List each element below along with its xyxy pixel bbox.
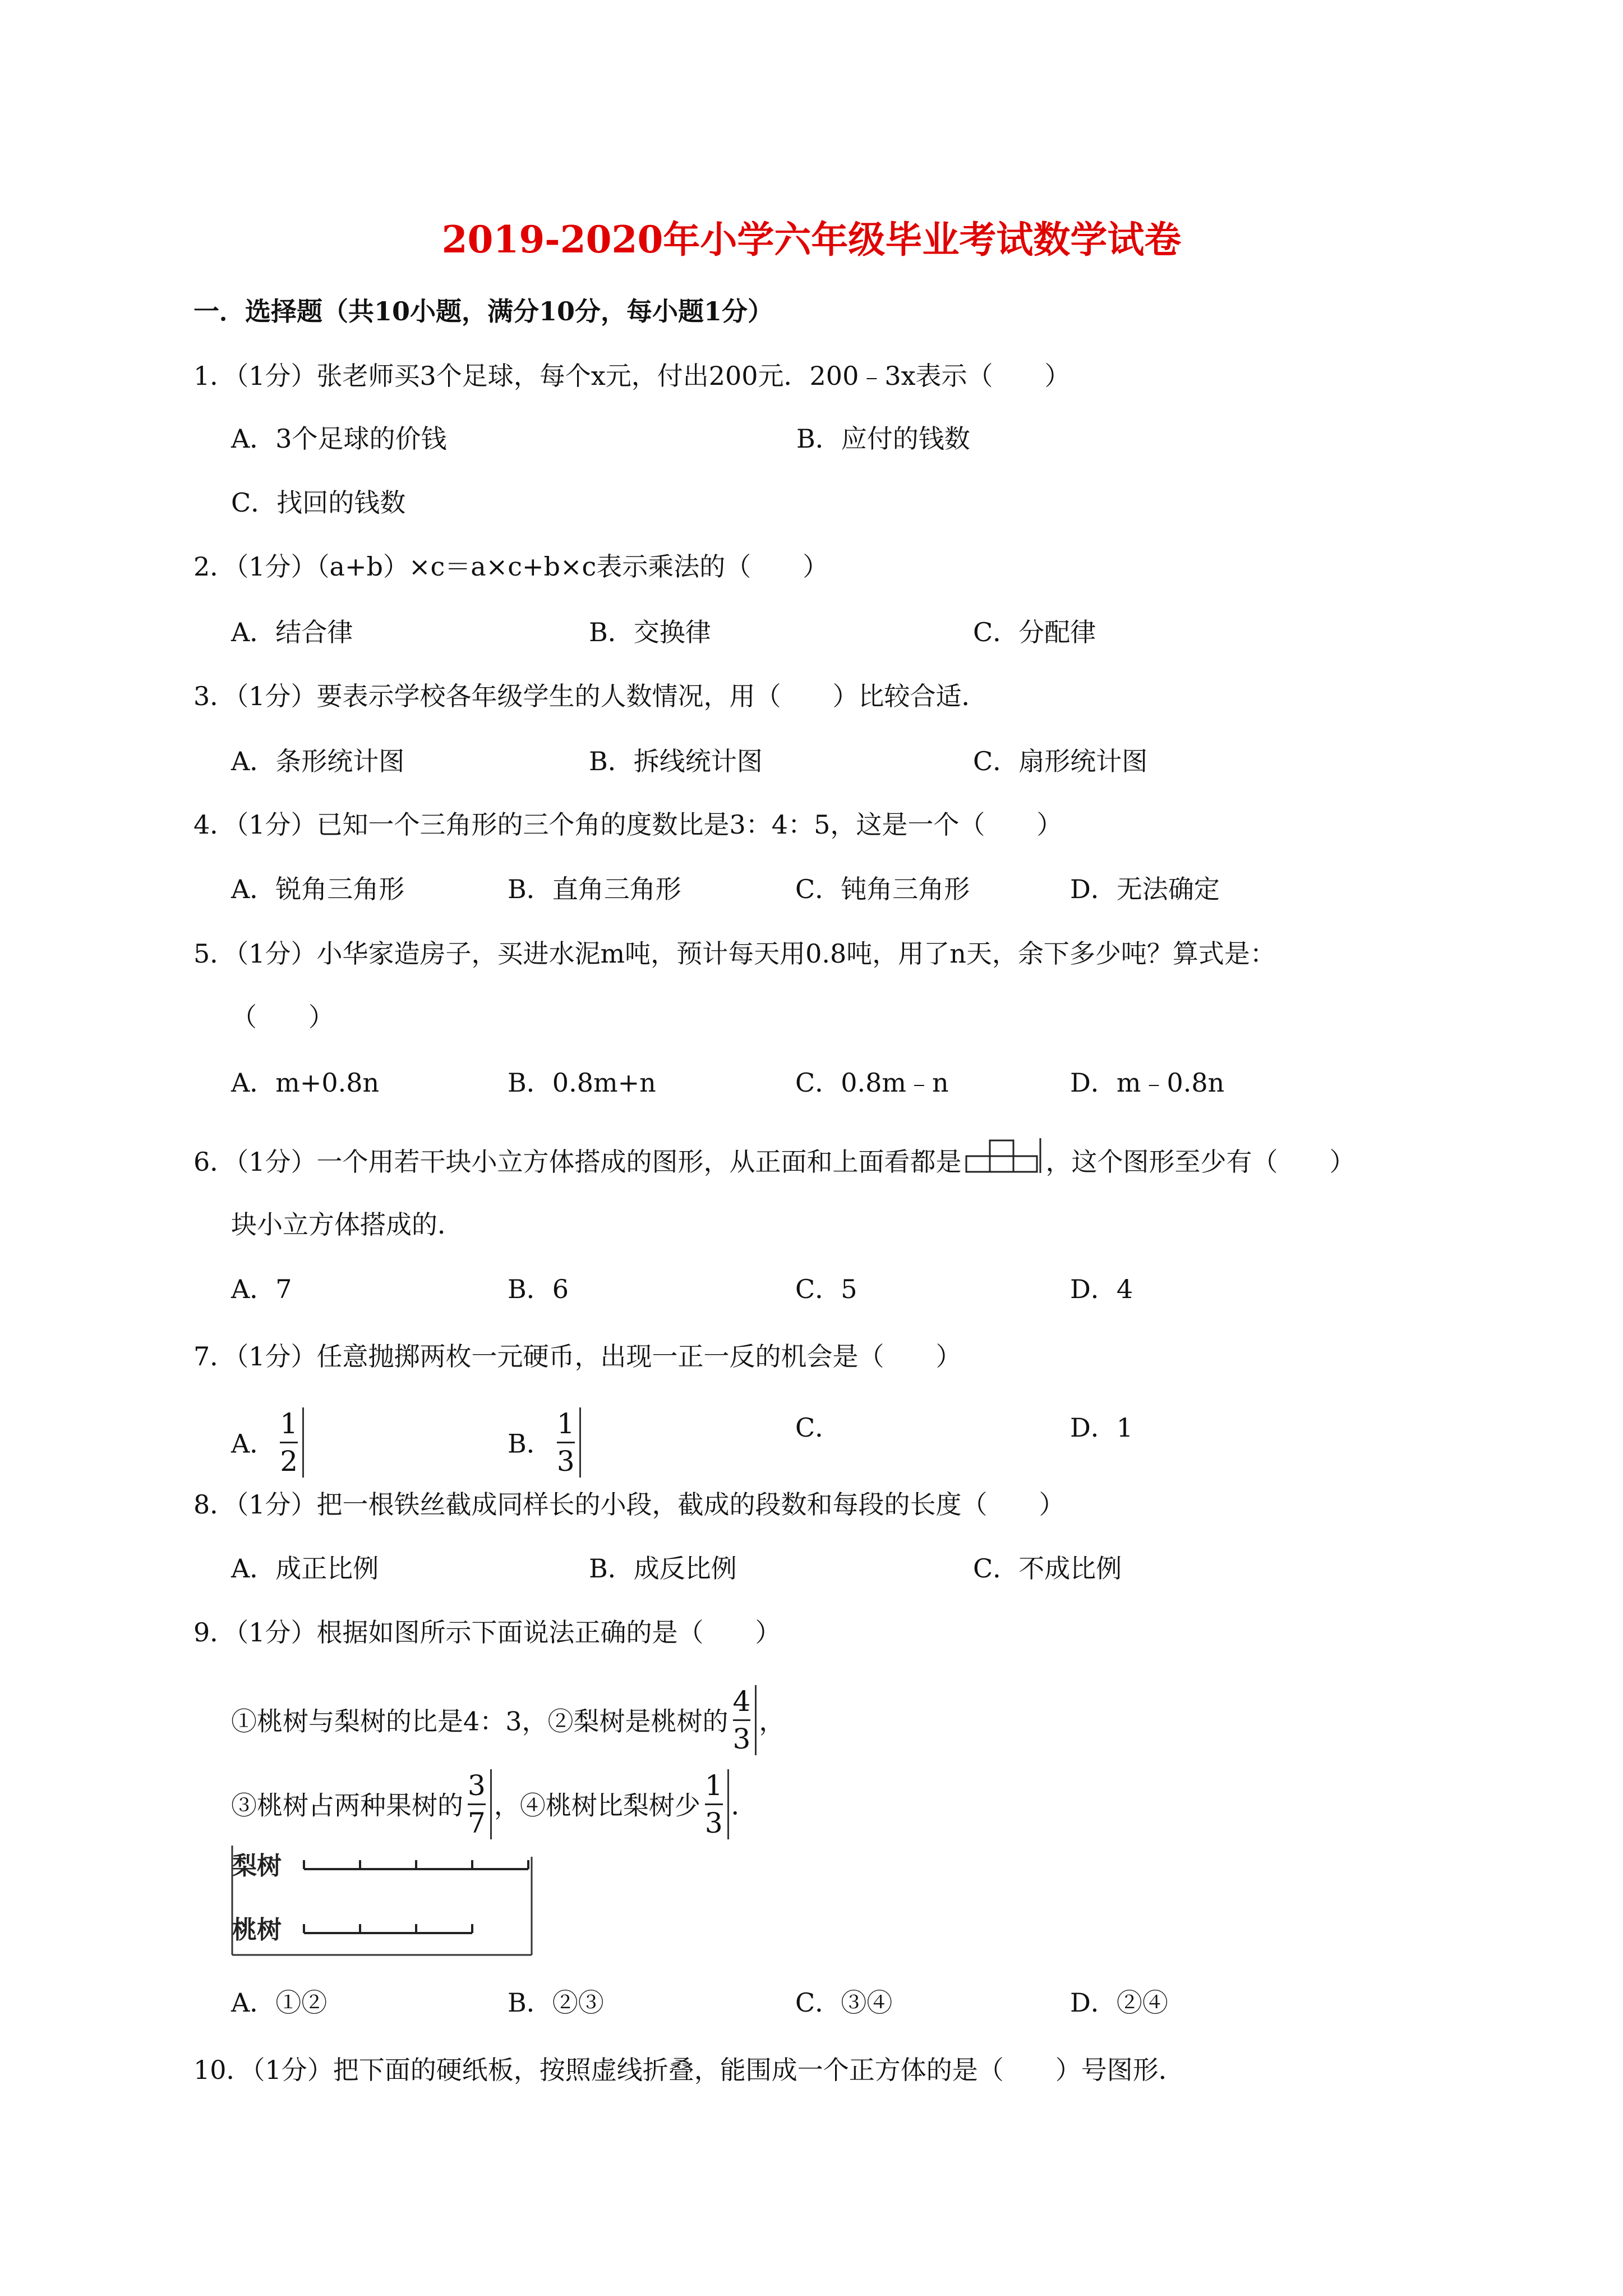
q5-option-a: A．m+0.8n: [231, 1068, 380, 1098]
q5-option-b: B．0.8m+n: [508, 1068, 656, 1098]
fraction-denominator: 2: [280, 1445, 298, 1478]
section-heading: 一．选择题（共10小题，满分10分，每小题1分）: [193, 296, 774, 326]
fraction-numerator: 4: [732, 1685, 751, 1718]
q9-statement-2-end: ．: [731, 1790, 757, 1821]
q4-option-d: D．无法确定: [1070, 874, 1220, 904]
fraction-numerator: 1: [704, 1769, 723, 1802]
question-4: 4．（1分）已知一个三角形的三个角的度数比是3：4：5，这是一个（ ）: [193, 809, 1063, 840]
q1-option-a: A．3个足球的价钱: [231, 424, 447, 454]
fraction-numerator: 1: [556, 1407, 575, 1440]
q9-statement-1-end: ，: [759, 1706, 785, 1737]
q7-option-b: [508, 1407, 583, 1481]
q3-option-a: A．条形统计图: [231, 746, 405, 776]
fraction: [465, 1769, 492, 1839]
q4-option-c: C．钝角三角形: [795, 874, 970, 904]
q9-statement-1-text: ①桃树与梨树的比是4：3，②梨树是桃树的: [231, 1706, 728, 1737]
q8-option-c: C．不成比例: [973, 1553, 1122, 1584]
question-3: 3．（1分）要表示学校各年级学生的人数情况，用（ ）比较合适．: [193, 681, 988, 711]
q2-option-c: C．分配律: [973, 617, 1096, 647]
pear-segment-line: [304, 1860, 528, 1869]
q9-statement-2: [231, 1769, 757, 1843]
q7-option-b-label: B．: [508, 1428, 552, 1459]
question-2: 2．（1分）（a+b）×c＝a×c+b×c表示乘法的（ ）: [193, 551, 829, 582]
question-9: 9．（1分）根据如图所示下面说法正确的是（ ）: [193, 1617, 781, 1648]
q9-statement-2-text: ③桃树占两种果树的: [231, 1790, 463, 1821]
question-8: 8．（1分）把一根铁丝截成同样长的小段，截成的段数和每段的长度（ ）: [193, 1489, 1065, 1520]
q9-option-b: B．②③: [508, 1987, 604, 2018]
fraction: [278, 1407, 304, 1478]
q3-option-c: C．扇形统计图: [973, 746, 1148, 776]
fraction-denominator: 3: [732, 1723, 751, 1755]
q5-option-c: C．0.8m﹣n: [795, 1068, 949, 1098]
fraction-numerator: 3: [468, 1769, 486, 1802]
q6-option-b: B．6: [508, 1274, 569, 1304]
q7-option-d: D．1: [1070, 1412, 1133, 1443]
q9-statement-1: [231, 1685, 785, 1759]
segment-diagram: [231, 1846, 534, 1958]
fraction: [703, 1769, 729, 1839]
q8-option-b: B．成反比例: [589, 1553, 737, 1584]
q6-option-c: C．5: [795, 1274, 857, 1304]
q9-option-d: D．②④: [1070, 1987, 1168, 2018]
pear-label: 梨树: [232, 1852, 282, 1880]
q4-option-a: A．锐角三角形: [231, 874, 405, 904]
q6-text-after: ，这个图形至少有（ ）: [1045, 1147, 1355, 1177]
q2-option-a: A．结合律: [231, 617, 353, 647]
fraction-denominator: 3: [704, 1807, 723, 1839]
q7-option-a-label: A．: [231, 1428, 276, 1459]
question-5: 5．（1分）小华家造房子，买进水泥m吨，预计每天用0.8吨，用了n天，余下多少吨？算式是：: [193, 938, 1276, 969]
question-6: [193, 1143, 1355, 1185]
q9-statement-2-middle: ，④桃树比梨树少: [494, 1790, 700, 1821]
fraction: [555, 1407, 581, 1478]
q1-option-c: C．找回的钱数: [231, 487, 406, 518]
q5-option-d: D．m﹣0.8n: [1070, 1068, 1225, 1098]
tree-ratio-figure: [231, 1846, 534, 1958]
q7-option-c: C．: [795, 1412, 841, 1443]
fraction-denominator: 7: [468, 1807, 486, 1839]
question-5-continuation: （ ）: [231, 1002, 334, 1032]
q7-option-a: [231, 1407, 306, 1481]
q6-option-d: D．4: [1070, 1274, 1133, 1304]
q8-option-a: A．成正比例: [231, 1553, 379, 1584]
fraction-numerator: 1: [280, 1407, 298, 1440]
peach-segment-line: [304, 1924, 472, 1933]
cube-view-figure: [965, 1138, 1043, 1181]
page-title: 2019-2020年小学六年级毕业考试数学试卷: [441, 218, 1182, 261]
question-10: 10．（1分）把下面的硬纸板，按照虚线折叠，能围成一个正方体的是（ ）号图形．: [193, 2055, 1184, 2085]
q9-option-a: A．①②: [231, 1987, 328, 2018]
q1-option-b: B．应付的钱数: [796, 424, 970, 454]
fraction: [731, 1685, 757, 1755]
q9-option-c: C．③④: [795, 1987, 893, 2018]
question-7: 7．（1分）任意抛掷两枚一元硬币，出现一正一反的机会是（ ）: [193, 1341, 962, 1372]
fraction-denominator: 3: [556, 1445, 575, 1478]
q4-option-b: B．直角三角形: [508, 874, 681, 904]
question-6-continuation: 块小立方体搭成的．: [231, 1209, 463, 1240]
q3-option-b: B．拆线统计图: [589, 746, 763, 776]
q2-option-b: B．交换律: [589, 617, 711, 647]
peach-label: 桃树: [232, 1916, 282, 1944]
q6-option-a: A．7: [231, 1274, 292, 1304]
q6-text-before: 6．（1分）一个用若干块小立方体搭成的图形，从正面和上面看都是: [193, 1147, 962, 1177]
cube-view-icon: [965, 1138, 1043, 1173]
question-1: 1．（1分）张老师买3个足球，每个x元，付出200元．200﹣3x表示（ ）: [193, 361, 1071, 391]
